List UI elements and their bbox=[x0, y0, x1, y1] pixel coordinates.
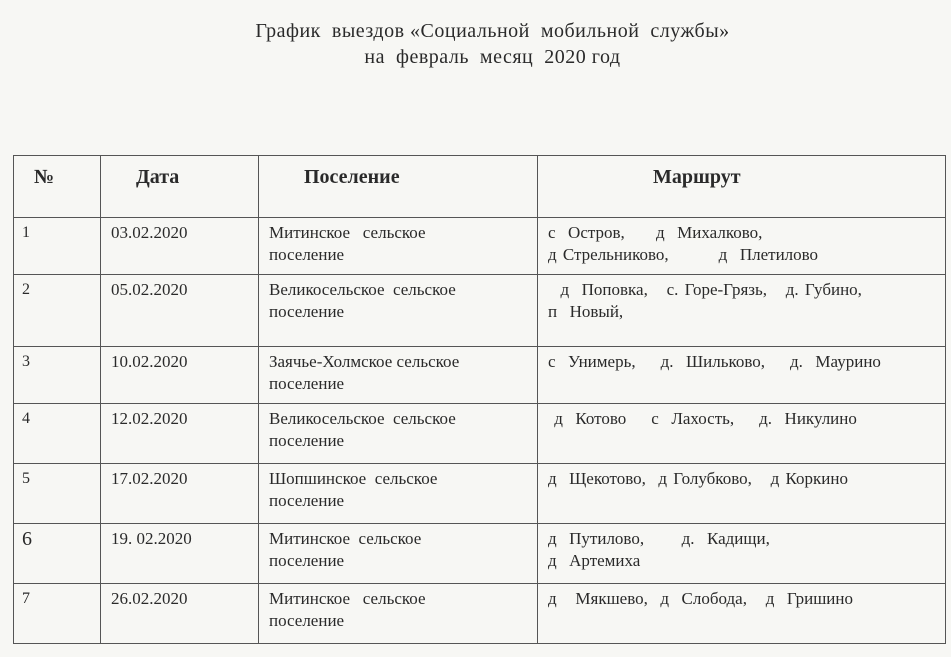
row-date: 03.02.2020 bbox=[101, 218, 259, 275]
header-settlement: Поселение bbox=[259, 156, 538, 218]
row-settlement: Великосельское сельское поселение bbox=[259, 275, 538, 347]
row-route: д Мякшево, д Слобода, д Гришино bbox=[538, 584, 946, 644]
row-route: с Остров, д Михалково, д Стрельниково, д Плетилово bbox=[538, 218, 946, 275]
row-date: 10.02.2020 bbox=[101, 347, 259, 404]
row-route: д Котово с Лахость, д. Никулино bbox=[538, 404, 946, 464]
row-date: 26.02.2020 bbox=[101, 584, 259, 644]
row-date: 05.02.2020 bbox=[101, 275, 259, 347]
title-line-2: на февраль месяц 2020 год bbox=[364, 46, 621, 68]
row-number: 6 bbox=[14, 524, 101, 584]
row-date: 19. 02.2020 bbox=[101, 524, 259, 584]
row-number: 7 bbox=[14, 584, 101, 644]
table-row bbox=[14, 275, 946, 347]
table-body bbox=[14, 218, 946, 644]
table-header-row bbox=[14, 156, 946, 218]
document-title bbox=[0, 18, 951, 70]
row-route: с Унимерь, д. Шильково, д. Маурино bbox=[538, 347, 946, 404]
header-route: Маршрут bbox=[538, 156, 946, 218]
row-number: 3 bbox=[14, 347, 101, 404]
row-settlement: Шопшинское сельское поселение bbox=[259, 464, 538, 524]
schedule-table bbox=[13, 155, 946, 644]
row-route: д Щекотово, д Голубково, д Коркино bbox=[538, 464, 946, 524]
table-row bbox=[14, 404, 946, 464]
row-number: 2 bbox=[14, 275, 101, 347]
header-number: № bbox=[14, 156, 101, 218]
title-line-1: График выездов «Социальной мобильной службы» bbox=[255, 20, 730, 42]
table-row bbox=[14, 584, 946, 644]
row-number: 1 bbox=[14, 218, 101, 275]
table-row bbox=[14, 347, 946, 404]
row-settlement: Митинское сельское поселение bbox=[259, 584, 538, 644]
row-date: 12.02.2020 bbox=[101, 404, 259, 464]
row-settlement: Великосельское сельское поселение bbox=[259, 404, 538, 464]
row-route: д Путилово, д. Кадищи, д Артемиха bbox=[538, 524, 946, 584]
row-settlement: Митинское сельское поселение bbox=[259, 218, 538, 275]
row-route: д Поповка, с. Горе-Грязь, д. Губино, п Новый, bbox=[538, 275, 946, 347]
row-settlement: Митинское сельское поселение bbox=[259, 524, 538, 584]
row-number: 5 bbox=[14, 464, 101, 524]
table-row bbox=[14, 218, 946, 275]
table-row bbox=[14, 464, 946, 524]
header-date: Дата bbox=[101, 156, 259, 218]
row-settlement: Заячье-Холмское сельское поселение bbox=[259, 347, 538, 404]
row-number: 4 bbox=[14, 404, 101, 464]
row-date: 17.02.2020 bbox=[101, 464, 259, 524]
table-row bbox=[14, 524, 946, 584]
